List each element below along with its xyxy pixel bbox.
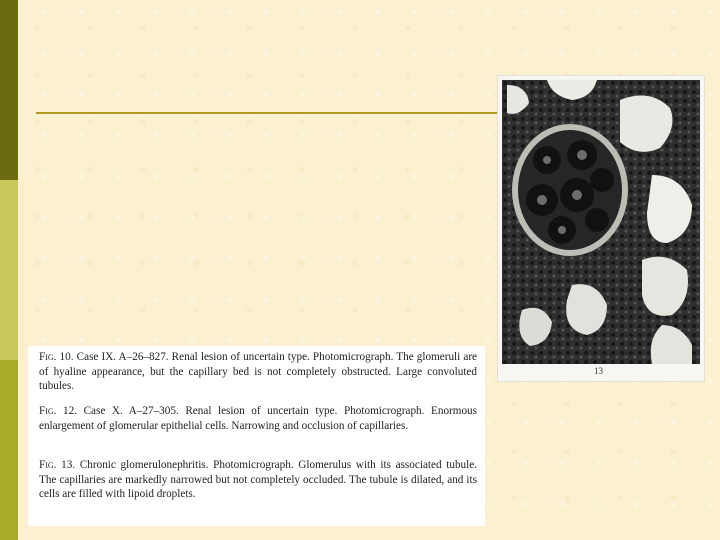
figure-label: Fig. 12. <box>39 405 78 417</box>
figure-number: 13 <box>594 366 603 376</box>
caption-text: Case IX. A–26–827. Renal lesion of uncertain type. Photomicrograph. The glomeruli are of hyaline appearance, but the capillary bed is not completely obstructed. Large convoluted tubules. <box>39 351 478 392</box>
micrograph-image <box>502 80 700 364</box>
figure-label: Fig. 10. <box>39 351 74 363</box>
title-divider-rule <box>36 112 498 114</box>
caption-panel <box>28 346 485 526</box>
accent-bar-bottom <box>0 360 18 540</box>
figure-caption <box>39 458 477 502</box>
caption-text: Case X. A–27–305. Renal lesion of uncertain type. Photomicrograph. Enormous enlargement of glomerular epithelial cells. Narrowing and occlusion of capillaries. <box>39 405 478 432</box>
accent-bar-top <box>0 0 18 180</box>
figure-label: Fig. 13. <box>39 459 76 471</box>
accent-bar-middle <box>0 180 18 360</box>
figure-caption <box>39 350 477 394</box>
caption-text: Chronic glomerulonephritis. Photomicrograph. Glomerulus with its associated tubule. The capillaries are markedly narrowed but not completely occluded. The tubule is dilated, and its cells are filled with lipoid droplets. <box>39 459 478 500</box>
figure-caption <box>39 404 477 433</box>
micrograph-figure <box>497 75 705 382</box>
